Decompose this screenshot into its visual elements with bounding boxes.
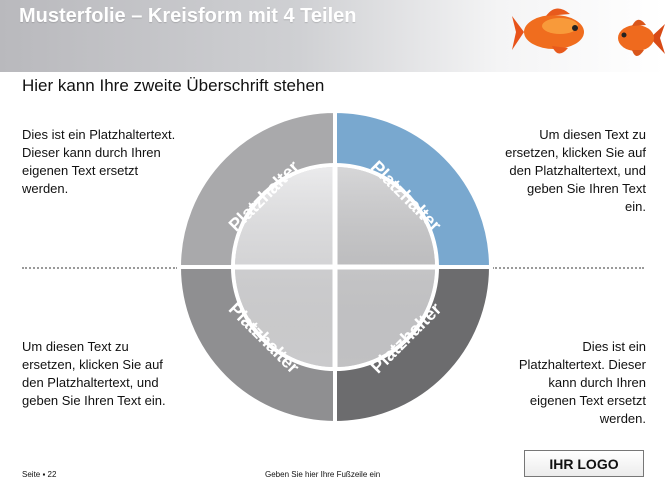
segment-label-bottom-right: Platzhalter (366, 298, 446, 378)
slide-header (0, 0, 665, 72)
text-bottom-left[interactable] (22, 338, 166, 410)
text-line: den Platzhaltertext, und (509, 163, 646, 178)
text-line: Um diesen Text zu (539, 127, 646, 142)
text-line: kann durch Ihren (548, 375, 646, 390)
circle-diagram (176, 108, 494, 426)
text-line: werden. (22, 181, 69, 196)
text-line: werden. (599, 411, 646, 426)
goldfish-icon (512, 2, 602, 62)
page-number: Seite ▪ 22 (22, 470, 57, 479)
text-line: Platzhaltertext. Dieser (518, 357, 646, 372)
text-line: eigenen Text ersetzt (22, 163, 139, 178)
slide-title[interactable]: Musterfolie – Kreisform mit 4 Teilen (19, 5, 357, 27)
text-line: den Platzhaltertext, und (22, 375, 159, 390)
text-line: eigenen Text ersetzt (529, 393, 646, 408)
text-line: Um diesen Text zu (22, 339, 129, 354)
logo-text: IHR LOGO (549, 455, 619, 472)
text-line: geben Sie Ihren Text ein. (22, 393, 166, 408)
text-line: Dies ist ein (582, 339, 646, 354)
divider-right (492, 267, 644, 269)
text-top-right[interactable] (505, 126, 646, 216)
text-bottom-right[interactable] (519, 338, 646, 428)
segment-label-bottom-left: Platzhalter (224, 298, 304, 378)
text-line: Dieser kann durch Ihren (22, 145, 161, 160)
goldfish-icon (610, 10, 665, 65)
text-line: ein. (625, 199, 646, 214)
text-line: ersetzen, klicken Sie auf (505, 145, 646, 160)
text-line: ersetzen, klicken Sie auf (22, 357, 163, 372)
segment-label-top-right: Platzhalter (366, 156, 446, 236)
footer-text[interactable]: Geben Sie hier Ihre Fußzeile ein (265, 470, 381, 479)
segment-label-top-left: Platzhalter (224, 156, 304, 236)
slide-subtitle[interactable]: Hier kann Ihre zweite Überschrift stehen (22, 76, 325, 95)
text-top-left[interactable] (22, 126, 175, 198)
text-line: Dies ist ein Platzhaltertext. (22, 127, 176, 142)
divider-left (22, 267, 178, 269)
text-line: geben Sie Ihren Text (526, 181, 646, 196)
logo-placeholder (524, 450, 644, 477)
